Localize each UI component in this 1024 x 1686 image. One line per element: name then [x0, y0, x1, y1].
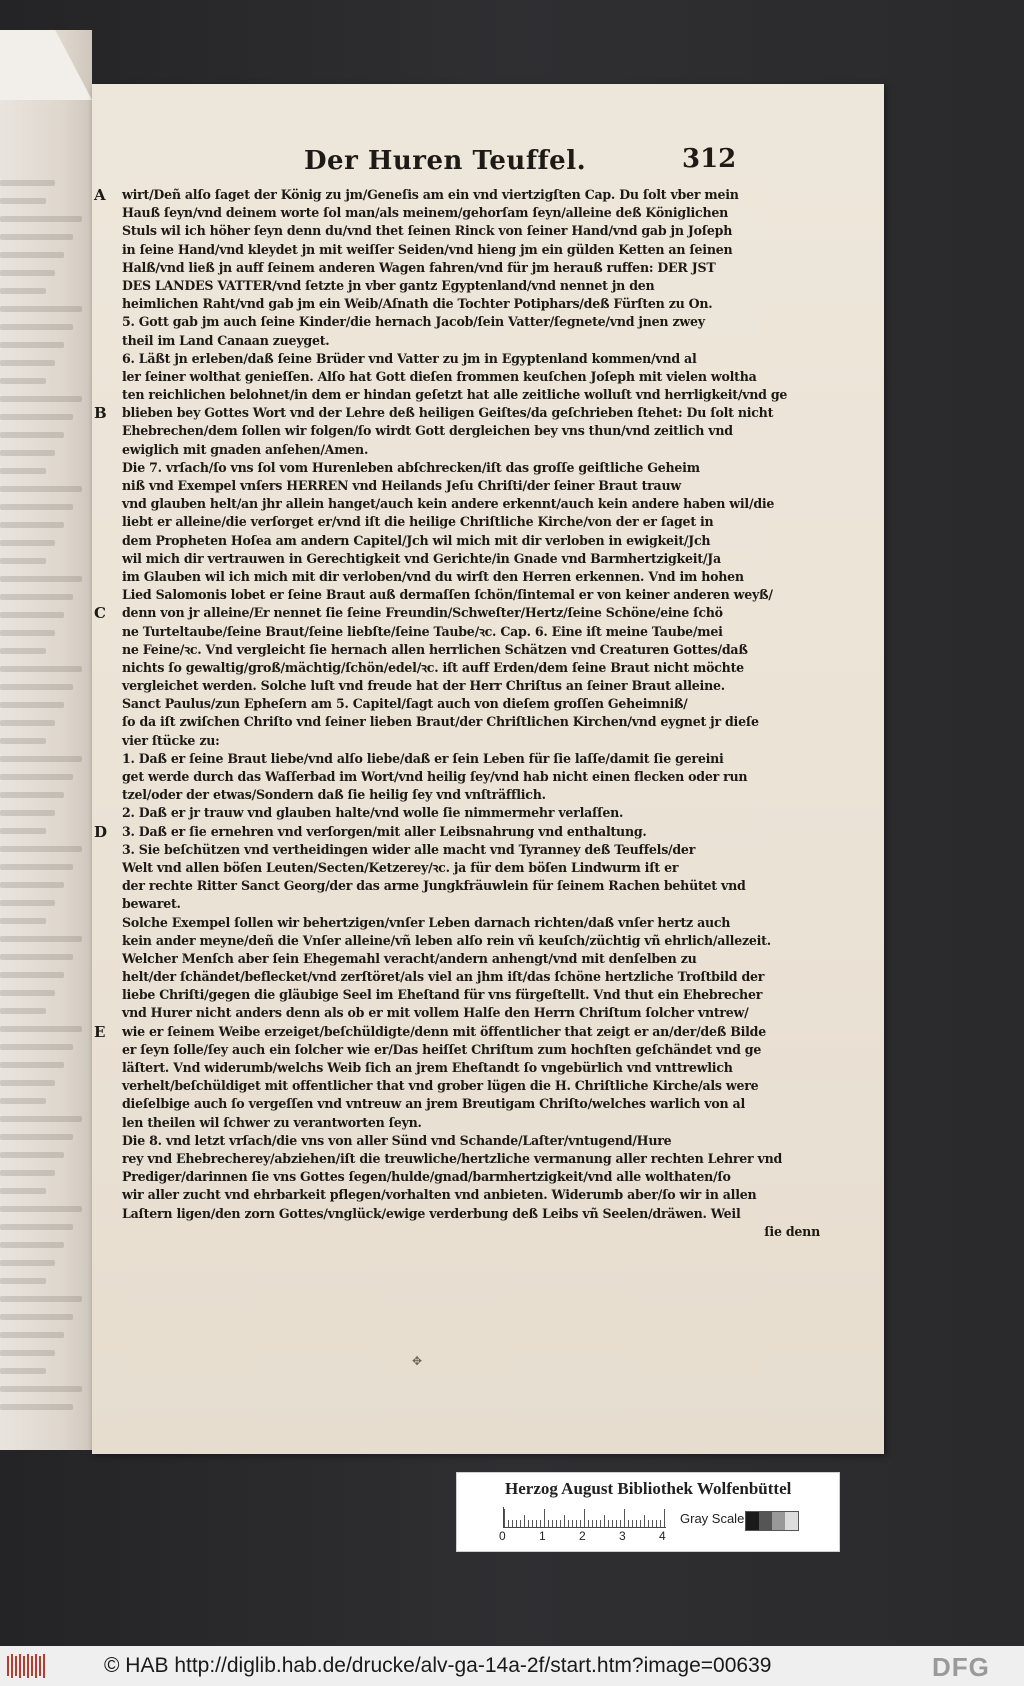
ghost-text-line — [0, 1062, 64, 1068]
line-text: ne Turteltaube/ſeine Braut/ſeine liebſte/ſeine Taube/ꝛc. Cap. 6. Eine iſt meine Taube/mei — [122, 623, 723, 639]
text-line — [122, 914, 832, 932]
line-text: vnd glauben helt/an jhr allein hanget/auch kein andere erkennt/auch kein andere haben wil/die — [122, 496, 775, 512]
gray-scale-label: Gray Scale — [680, 1511, 745, 1526]
ghost-text-line — [0, 1260, 55, 1266]
text-line — [122, 641, 832, 659]
text-line — [122, 332, 832, 350]
line-text: 3. Sie beſchützen vnd vertheidingen wider alle macht vnd Tyranney deß Teuffels/der — [122, 841, 696, 857]
text-line — [122, 932, 832, 950]
ghost-text-line — [0, 810, 55, 816]
line-text: helt/der ſchändet/beflecket/vnd zerſtöret/als viel an jhm iſt/das ſchöne hertzliche Troſtbild der — [122, 969, 765, 985]
running-title: Der Huren Teuffel. — [304, 146, 587, 176]
ghost-text-line — [0, 1026, 82, 1032]
ghost-text-line — [0, 774, 73, 780]
library-name: Herzog August Bibliothek Wolfenbüttel — [505, 1479, 792, 1498]
text-line — [122, 1041, 832, 1059]
ruler-tick — [524, 1515, 525, 1527]
line-text: Welt vnd allen böſen Leuten/Secten/Ketzerey/ꝛc. ja für dem böſen Lindwurm iſt er — [122, 859, 679, 875]
text-line — [94, 1022, 832, 1041]
ruler-tick — [536, 1520, 537, 1527]
ruler-tick — [616, 1520, 617, 1527]
line-text: Prediger/darinnen ſie vns Gottes ſegen/hulde/gnad/barmhertzigkeit/vnd alle wolthaten/ſo — [122, 1169, 731, 1185]
ruler-tick — [576, 1520, 577, 1527]
ghost-text-line — [0, 1206, 82, 1212]
color-scale-card — [456, 1472, 840, 1552]
ghost-text-line — [0, 936, 82, 942]
line-text: 5. Gott gab jm auch ſeine Kinder/die hernach Jacob/ſein Vatter/ſegnete/vnd jnen zwey — [122, 314, 705, 330]
ghost-text-line — [0, 1008, 46, 1014]
ghost-text-line — [0, 972, 64, 978]
ruler — [503, 1507, 666, 1528]
ghost-text-line — [0, 1224, 73, 1230]
text-line — [122, 950, 832, 968]
line-text: in ſeine Hand/vnd kleydet jn mit weiſſer Seiden/vnd hieng jm ein gülden Ketten an ſeinen — [122, 241, 733, 257]
text-line — [122, 1205, 832, 1223]
ghost-text-line — [0, 1314, 73, 1320]
ruler-tick — [648, 1520, 649, 1527]
ruler-tick — [592, 1520, 593, 1527]
line-text: ler ſeiner wolthat genieſſen. Alſo hat Gott dieſen frommen keuſchen Joſeph mit vielen woltha — [122, 368, 757, 384]
ruler-tick — [600, 1520, 601, 1527]
ruler-tick — [508, 1520, 509, 1527]
text-line — [122, 1132, 832, 1150]
line-text: wil mich dir vertrauwen in Gerechtigkeit vnd Gerichte/in Gnade vnd Barmhertzigkeit/Ja — [122, 550, 721, 566]
catchword-line — [122, 1223, 832, 1241]
text-line — [122, 1059, 832, 1077]
left-facing-page-edge — [0, 30, 92, 1450]
ghost-text-line — [0, 1296, 82, 1302]
line-text: wirt/Deñ alſo ſaget der König zu jm/Geneſis am ein vnd viertzigſten Cap. Du ſolt vber mein — [122, 187, 739, 202]
text-line — [122, 877, 832, 895]
ruler-number: 3 — [619, 1529, 626, 1543]
text-line — [122, 204, 832, 222]
line-text: Stuls wil ich höher ſeyn denn du/vnd thet ſeinen Rinck von ſeiner Hand/vnd gab jn Joſeph — [122, 223, 733, 239]
ghost-text-line — [0, 918, 46, 924]
ghost-text-line — [0, 288, 46, 294]
line-text: ewiglich mit gnaden anſehen/Amen. — [122, 441, 369, 457]
text-line — [122, 659, 832, 677]
gray-swatch — [759, 1512, 772, 1530]
text-line — [122, 1077, 832, 1095]
text-line — [122, 804, 832, 822]
text-line — [122, 841, 832, 859]
text-line — [122, 513, 832, 531]
ruler-tick — [568, 1520, 569, 1527]
line-text: dieſelbige auch ſo vergeſſen vnd vntreuw an jrem Breutigam Chriſto/welches warlich von al — [122, 1096, 745, 1112]
line-text: 2. Daß er jr trauw vnd glauben halte/vnd wolle ſie nimmermehr verlaſſen. — [122, 805, 624, 821]
ruler-tick — [636, 1520, 637, 1527]
text-line — [122, 1168, 832, 1186]
margin-letter: D — [94, 822, 107, 841]
ghost-text-line — [0, 540, 55, 546]
line-text: theil im Land Canaan zueyget. — [122, 332, 330, 348]
text-line — [122, 1095, 832, 1113]
line-text: len theilen wil ſchwer zu verantworten ſeyn. — [122, 1114, 422, 1130]
ghost-text-line — [0, 324, 73, 330]
text-line — [94, 604, 832, 623]
gray-swatch — [746, 1512, 759, 1530]
text-line — [122, 732, 832, 750]
ruler-tick — [620, 1520, 621, 1527]
text-line — [94, 186, 832, 204]
ruler-tick — [608, 1520, 609, 1527]
ghost-text-line — [0, 216, 82, 222]
ghost-text-line — [0, 846, 82, 852]
text-line — [122, 623, 832, 641]
ruler-tick — [544, 1509, 545, 1527]
text-line — [122, 350, 832, 368]
line-text: ne Feine/ꝛc. Vnd vergleicht ſie hernach allen herrlichen Schätzen vnd Creaturen Gottes/daß — [122, 641, 748, 657]
line-text: heimlichen Raht/vnd gab jm ein Weib/Aſnath die Tochter Potiphars/deß Fürſten zu On. — [122, 296, 713, 312]
body-text — [94, 186, 832, 1241]
ghost-text-line — [0, 576, 82, 582]
margin-letter: E — [94, 1022, 106, 1041]
line-text: Die 8. vnd letzt vrſach/die vns von aller Sünd vnd Schande/Laſter/vntugend/Hure — [122, 1132, 672, 1148]
ruler-tick — [604, 1515, 605, 1527]
ruler-number: 4 — [659, 1529, 666, 1543]
line-text: tzel/oder der etwas/Sondern daß ſie heilig ſey vnd vnſträfflich. — [122, 787, 546, 803]
line-text: der rechte Ritter Sanct Georg/der das arme Jungkfräuwlein für ſeinem Rachen behütet vnd — [122, 878, 746, 894]
ruler-tick — [632, 1520, 633, 1527]
ruler-tick — [556, 1520, 557, 1527]
hab-logo-icon — [6, 1652, 48, 1680]
line-text: vier ſtücke zu: — [122, 732, 220, 748]
ruler-tick — [588, 1520, 589, 1527]
ghost-text-line — [0, 648, 46, 654]
ghost-text-line — [0, 396, 82, 402]
line-text: Solche Exempel ſollen wir behertzigen/vnſer Leben darnach richten/daß vnſer hertz auch — [122, 914, 731, 930]
ruler-tick — [640, 1520, 641, 1527]
margin-letter: A — [94, 186, 106, 204]
ghost-text-line — [0, 378, 46, 384]
line-text: Lied Salomonis lobet er ſeine Braut auß dermaſſen ſchön/ſintemal er von keiner anderen weyß/ — [122, 587, 773, 603]
text-line — [122, 386, 832, 404]
ghost-text-line — [0, 792, 64, 798]
ruler-number: 1 — [539, 1529, 546, 1543]
text-line — [122, 586, 832, 604]
text-line — [122, 477, 832, 495]
line-text: 3. Daß er ſie ernehren vnd verſorgen/mit aller Leibsnahrung vnd enthaltung. — [122, 823, 647, 839]
text-line — [122, 313, 832, 331]
line-text: ſo da iſt zwiſchen Chriſto vnd ſeiner lieben Braut/der Chriſtlichen Kirchen/vnd eygnet jr dieſe — [122, 714, 759, 730]
text-line — [122, 895, 832, 913]
ghost-text-line — [0, 252, 64, 258]
text-line — [122, 259, 832, 277]
ghost-text-line — [0, 756, 82, 762]
ruler-tick — [516, 1520, 517, 1527]
ruler-tick — [564, 1515, 565, 1527]
line-text: verhelt/beſchüldiget mit offentlicher that vnd grober lügen die H. Chriſtliche Kirche/als were — [122, 1078, 759, 1094]
ruler-tick — [660, 1520, 661, 1527]
text-line — [122, 532, 832, 550]
ghost-text-line — [0, 180, 55, 186]
ghost-text-line — [0, 486, 82, 492]
ghost-text-line — [0, 1332, 64, 1338]
line-text: blieben bey Gottes Wort vnd der Lehre deß heiligen Geiſtes/da geſchrieben ſtehet: Du ſolt nicht — [122, 405, 774, 421]
line-text: Hauß ſeyn/vnd deinem worte ſol man/als meinem/gehorſam ſeyn/alleine deß Königlichen — [122, 205, 729, 221]
page-number: 312 — [682, 144, 737, 174]
line-text: im Glauben wil ich mich mit dir verloben/vnd du wirſt den Herren erkennen. Vnd im hohen — [122, 568, 744, 584]
ghost-text-line — [0, 1116, 82, 1122]
ghost-text-line — [0, 1278, 46, 1284]
text-line — [122, 459, 832, 477]
ghost-text-line — [0, 504, 73, 510]
line-text: vnd Hurer nicht anders denn als ob er mit vollem Halſe den Herrn Chriſtum ſolcher vntrew/ — [122, 1005, 749, 1021]
ghost-text-line — [0, 738, 46, 744]
text-line — [122, 695, 832, 713]
line-text: 6. Läßt jn erleben/daß ſeine Brüder vnd Vatter zu jm in Egyptenland kommen/vnd al — [122, 350, 697, 366]
page-header — [92, 146, 884, 186]
gray-scale-bar — [745, 1511, 799, 1531]
line-text: liebt er alleine/die verſorget er/vnd iſt die heilige Chriſtliche Kirche/von der er ſaget in — [122, 514, 714, 530]
text-line — [94, 404, 832, 423]
text-line — [122, 859, 832, 877]
ruler-tick — [652, 1520, 653, 1527]
ghost-text-line — [0, 1404, 73, 1410]
text-line — [122, 968, 832, 986]
ghost-text-line — [0, 990, 55, 996]
line-text: wie er ſeinem Weibe erzeiget/beſchüldigte/denn mit öffentlicher that zeigt er an/der/deß Bilde — [122, 1023, 766, 1039]
ghost-text-line — [0, 666, 82, 672]
ghost-text-line — [0, 954, 73, 960]
ghost-text-line — [0, 1134, 73, 1140]
ghost-text-line — [0, 234, 73, 240]
gray-swatch — [772, 1512, 785, 1530]
dfg-logo: DFG — [932, 1652, 990, 1682]
ruler-tick — [540, 1520, 541, 1527]
text-line — [122, 768, 832, 786]
footer-url-text: © HAB http://diglib.hab.de/drucke/alv-ga-14a-2f/start.htm?image=00639 — [104, 1654, 772, 1677]
ruler-tick — [664, 1509, 665, 1527]
line-text: denn von jr alleine/Er nennet ſie ſeine Freundin/Schweſter/Hertz/ſeine Schöne/eine ſchö — [122, 605, 723, 621]
text-line — [122, 277, 832, 295]
text-line — [122, 713, 832, 731]
ghost-text-line — [0, 450, 55, 456]
ghost-text-line — [0, 1188, 46, 1194]
text-line — [122, 750, 832, 768]
ghost-text-line — [0, 306, 82, 312]
ruler-tick — [532, 1520, 533, 1527]
ghost-text-line — [0, 882, 64, 888]
line-text: bewaret. — [122, 896, 181, 912]
line-text: Die 7. vrſach/ſo vns ſol vom Hurenleben abſchrecken/iſt das groſſe geiſtliche Geheim — [122, 459, 700, 475]
ghost-text-line — [0, 1152, 64, 1158]
ghost-text-line — [0, 1044, 73, 1050]
ghost-text-line — [0, 900, 55, 906]
ruler-number: 2 — [579, 1529, 586, 1543]
ruler-tick — [548, 1520, 549, 1527]
ruler-tick — [504, 1509, 505, 1527]
ghost-text-line — [0, 468, 46, 474]
ghost-text-line — [0, 828, 46, 834]
line-text: vergleichet werden. Solche luſt vnd freude hat der Herr Chriſtus an ſeiner Braut alleine. — [122, 678, 725, 694]
ghost-text-line — [0, 1170, 55, 1176]
line-text: wir aller zucht vnd ehrbarkeit pflegen/vorhalten vnd anbieten. Widerumb aber/ſo wir in allen — [122, 1187, 757, 1203]
ghost-text-line — [0, 1080, 55, 1086]
margin-letter: B — [94, 404, 107, 423]
text-line — [122, 1004, 832, 1022]
footer-bar — [0, 1646, 1024, 1686]
line-text: get werde durch das Waſſerbad im Wort/vnd heilig ſey/vnd hab nicht einen flecken oder run — [122, 769, 748, 784]
ghost-text-line — [0, 702, 64, 708]
ghost-text-line — [0, 270, 55, 276]
ghost-text-line — [0, 594, 73, 600]
text-line — [122, 441, 832, 459]
ghost-text-line — [0, 1098, 46, 1104]
line-text: er ſeyn ſolle/ſey auch ein ſolcher wie er/Das heiſſet Chriſtum zum hochſten geſchändet vnd ge — [122, 1041, 762, 1057]
ghost-text-line — [0, 864, 73, 870]
ghost-text-line — [0, 432, 64, 438]
line-text: läſtert. Vnd widerumb/welchs Weib ſich an jrem Eheſtandt ſo vngebürlich vnd vnttrewlich — [122, 1060, 733, 1075]
ghost-text-line — [0, 720, 55, 726]
text-line — [122, 568, 832, 586]
text-line — [122, 786, 832, 804]
line-text: Halß/vnd ließ jn auff ſeinem anderen Wagen fahren/vnd für jm herauß ruffen: DER JST — [122, 259, 716, 275]
ruler-tick — [580, 1520, 581, 1527]
text-line — [122, 1150, 832, 1168]
line-text: dem Propheten Hoſea am andern Capitel/Jch wil mich mit dir verloben in ewigkeit/Jch — [122, 532, 711, 548]
line-text: DES LANDES VATTER/vnd ſetzte jn vber gantz Egyptenland/vnd nennet jn den — [122, 277, 655, 293]
ruler-tick — [644, 1515, 645, 1527]
line-text: Welcher Menſch aber ſein Ehegemahl veracht/andern anhengt/vnd mit denſelben zu — [122, 950, 697, 966]
ghost-text-line — [0, 1368, 46, 1374]
line-text: Ehebrechen/dem ſollen wir folgen/ſo wirdt Gott dergleichen bey vns thun/vnd zeitlich vnd — [122, 423, 733, 439]
line-text: 1. Daß er ſeine Braut liebe/vnd alſo liebe/daß er ſein Leben für ſie laſſe/damit ſie gereini — [122, 750, 724, 766]
page-flourish-mark: ✥ — [412, 1354, 423, 1368]
catchword: ſie denn — [764, 1223, 820, 1239]
ruler-tick — [572, 1520, 573, 1527]
line-text: ten reichlichen belohnet/in dem er hindan geſetzt hat alle zeitliche wolluſt vnd herrligkeit/vnd ge — [122, 387, 788, 403]
line-text: liebe Chriſti/gegen die gläubige Seel im Eheſtand für vns fürgeſtellt. Vnd thut ein Ehebrecher — [122, 987, 763, 1003]
line-text: rey vnd Ehebrecherey/abziehen/iſt die treuwliche/hertzliche vermanung aller rechten Lehrer vnd — [122, 1150, 783, 1166]
line-text: kein ander meyne/deñ die Vnſer alleine/vñ leben alſo rein vñ keuſch/züchtig vñ ehrlich/allezeit. — [122, 932, 771, 948]
ghost-text-line — [0, 198, 46, 204]
text-line — [122, 368, 832, 386]
line-text: Sanct Paulus/zun Epheſern am 5. Capitel/ſagt auch von dieſem groſſen Geheimniß/ — [122, 696, 688, 712]
ruler-tick — [520, 1520, 521, 1527]
text-line — [122, 1186, 832, 1204]
text-line — [122, 550, 832, 568]
ghost-text-line — [0, 558, 46, 564]
gray-swatch — [785, 1512, 798, 1530]
ruler-tick — [656, 1520, 657, 1527]
ruler-tick — [560, 1520, 561, 1527]
text-line — [122, 422, 832, 440]
ghost-text-line — [0, 684, 73, 690]
text-line — [122, 295, 832, 313]
ghost-text-line — [0, 414, 73, 420]
ghost-text-line — [0, 1350, 55, 1356]
text-line — [122, 241, 832, 259]
ruler-tick — [596, 1520, 597, 1527]
ghost-text-line — [0, 630, 55, 636]
ruler-tick — [628, 1520, 629, 1527]
ghost-text-line — [0, 360, 55, 366]
book-page — [92, 84, 884, 1454]
ruler-tick — [624, 1509, 625, 1527]
ghost-text-line — [0, 1386, 82, 1392]
text-line — [122, 986, 832, 1004]
ruler-tick — [512, 1520, 513, 1527]
ruler-tick — [528, 1520, 529, 1527]
line-text: Laſtern ligen/den zorn Gottes/vnglück/ewige verderbung deß Leibs vñ Seelen/dräwen. Weil — [122, 1205, 741, 1221]
ruler-tick — [612, 1520, 613, 1527]
ruler-tick — [584, 1509, 585, 1527]
ruler-number: 0 — [499, 1529, 506, 1543]
text-line — [122, 677, 832, 695]
ruler-tick — [552, 1520, 553, 1527]
line-text: nichts ſo gewaltig/groß/mächtig/ſchön/edel/ꝛc. iſt auff Erden/dem ſeine Braut nicht möchte — [122, 659, 744, 675]
text-line — [122, 495, 832, 513]
ghost-text-line — [0, 612, 64, 618]
margin-letter: C — [94, 604, 106, 623]
line-text: niß vnd Exempel vnſers HERREN vnd Heilands Jeſu Chriſti/der ſeiner Braut trauw — [122, 478, 681, 493]
ghost-text-line — [0, 1242, 64, 1248]
text-line — [122, 1114, 832, 1132]
ghost-text-line — [0, 342, 64, 348]
text-line — [94, 822, 832, 841]
ghost-text-line — [0, 522, 64, 528]
ruler-numbers — [499, 1529, 679, 1543]
text-line — [122, 222, 832, 240]
